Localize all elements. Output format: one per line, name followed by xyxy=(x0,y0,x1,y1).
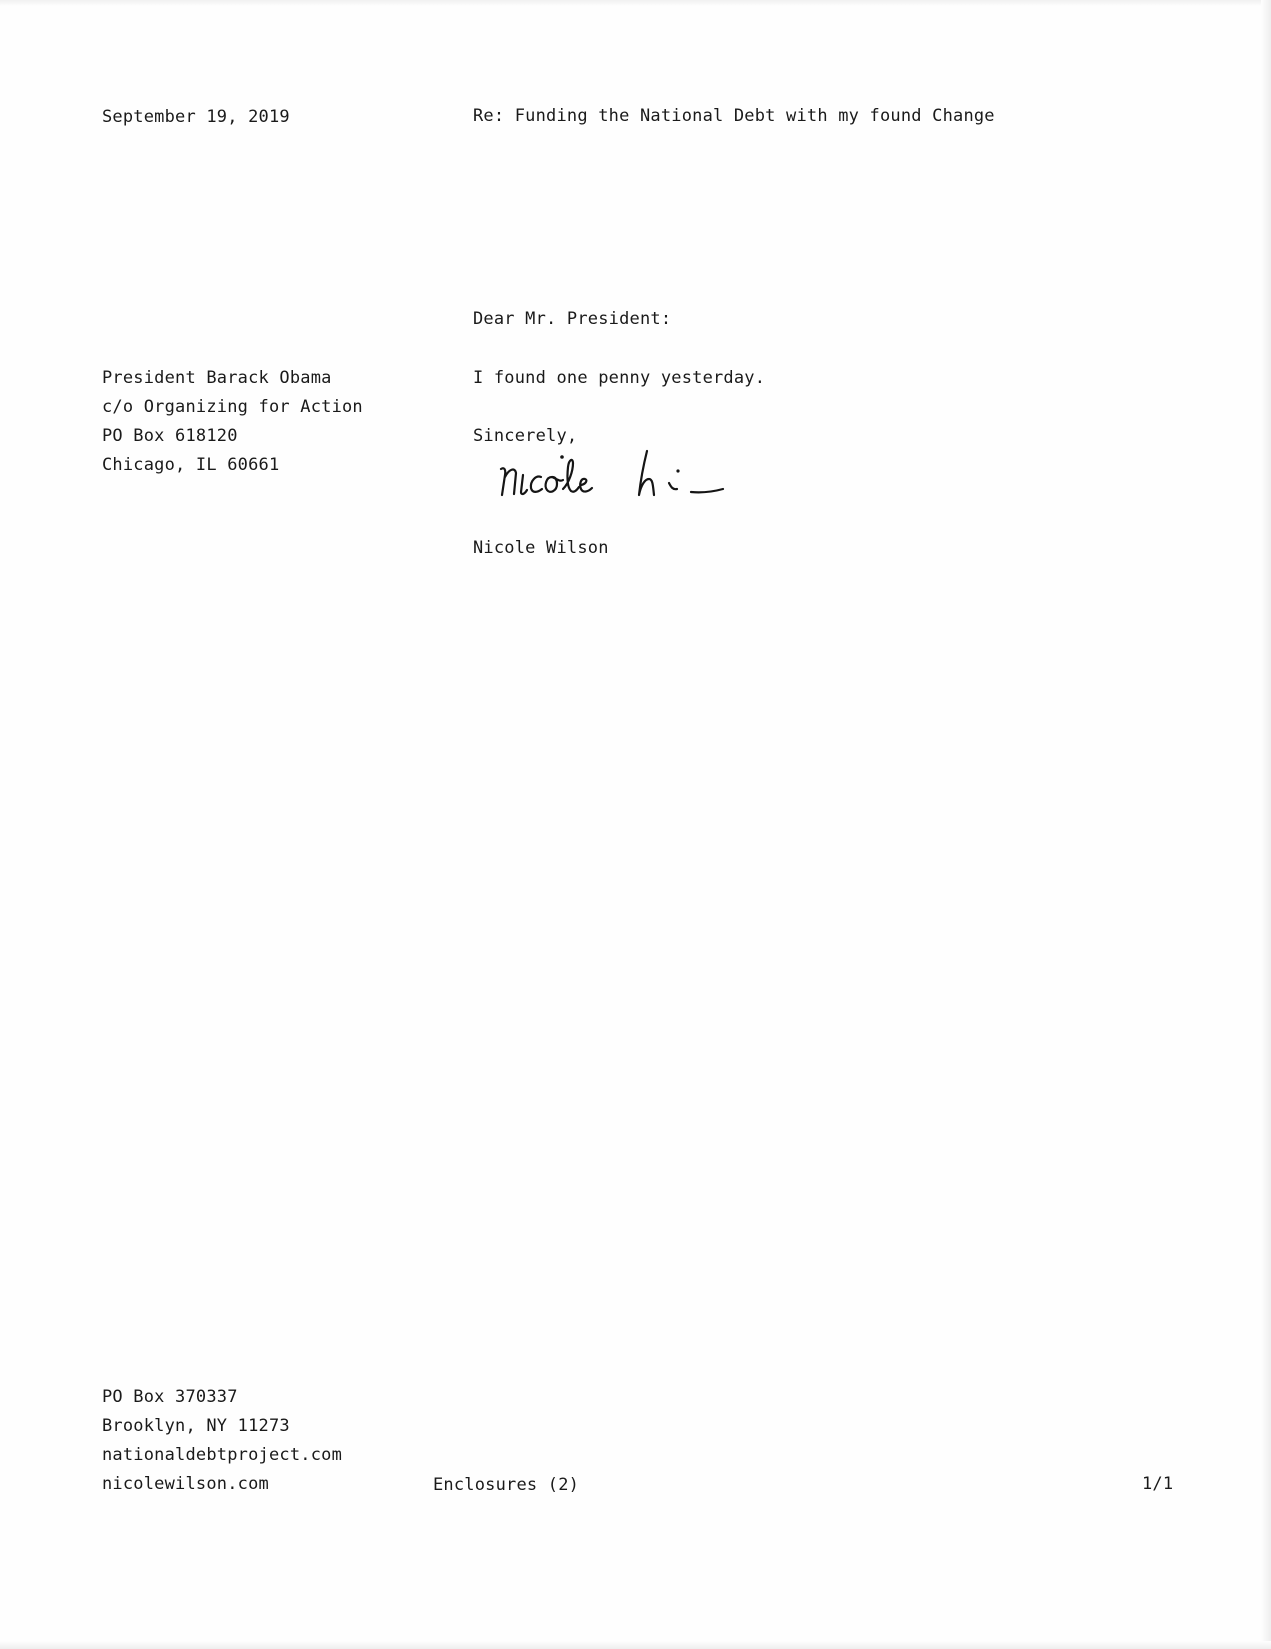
sender-line: nationaldebtproject.com xyxy=(102,1445,343,1465)
recipient-line: President Barack Obama xyxy=(102,368,332,388)
letter-body: I found one penny yesterday. xyxy=(473,368,766,388)
recipient-address xyxy=(102,370,363,486)
handwritten-signature xyxy=(497,449,737,513)
letter-subject: Re: Funding the National Debt with my found Change xyxy=(473,106,995,126)
recipient-line: Chicago, IL 60661 xyxy=(102,455,280,475)
signer-name: Nicole Wilson xyxy=(473,538,609,558)
sender-line: nicolewilson.com xyxy=(102,1474,269,1494)
scan-edge-bottom xyxy=(0,1641,1271,1649)
sender-address xyxy=(102,1389,342,1505)
recipient-line: PO Box 618120 xyxy=(102,426,238,446)
salutation: Dear Mr. President: xyxy=(473,309,672,329)
recipient-line: c/o Organizing for Action xyxy=(102,397,363,417)
closing: Sincerely, xyxy=(473,426,578,446)
sender-line: Brooklyn, NY 11273 xyxy=(102,1416,290,1436)
page-number: 1/1 xyxy=(1142,1474,1174,1494)
scan-edge-top xyxy=(0,0,1271,6)
letter-date: September 19, 2019 xyxy=(102,107,290,127)
enclosures-note: Enclosures (2) xyxy=(433,1475,580,1495)
scan-edge-right xyxy=(1261,0,1271,1649)
sender-line: PO Box 370337 xyxy=(102,1387,238,1407)
